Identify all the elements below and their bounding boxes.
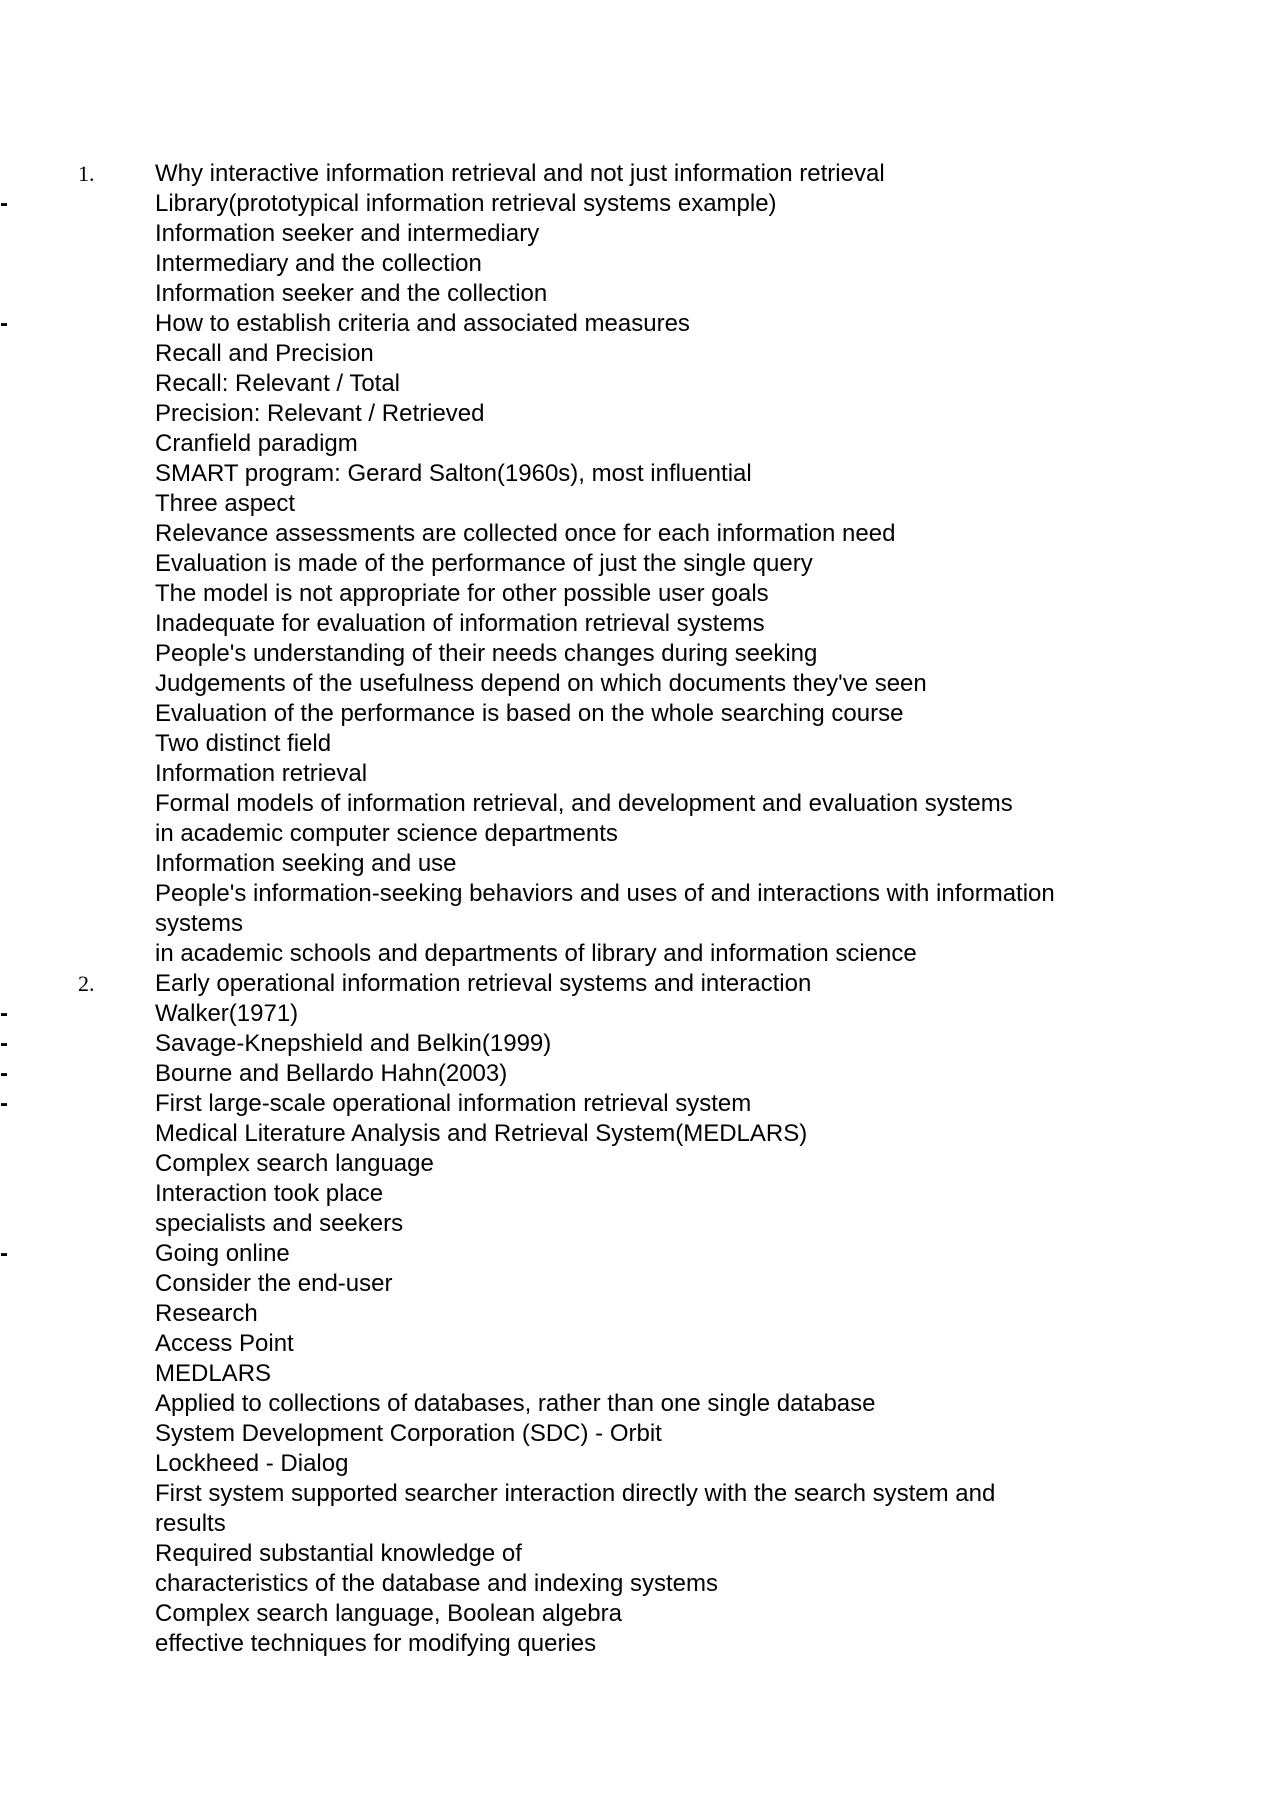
line-text: Formal models of information retrieval, and development and evaluation systems	[155, 790, 1013, 817]
line-text: Judgements of the usefulness depend on which documents they've seen	[155, 670, 927, 697]
line-text: First large-scale operational information retrieval system	[155, 1090, 752, 1117]
document-line	[0, 1419, 1280, 1449]
bullet-dash: -	[0, 1090, 8, 1117]
document-line	[0, 609, 1280, 639]
line-text: Early operational information retrieval systems and interaction	[155, 970, 812, 997]
line-text: in academic computer science departments	[155, 820, 618, 847]
bullet-dash: -	[0, 1240, 8, 1267]
list-number: 1.	[78, 161, 95, 186]
document-line	[0, 1119, 1280, 1149]
document-line	[0, 1329, 1280, 1359]
document-line	[0, 1629, 1280, 1659]
line-text: The model is not appropriate for other possible user goals	[155, 580, 769, 607]
document-line	[0, 1269, 1280, 1299]
line-text: People's information-seeking behaviors and uses of and interactions with information	[155, 880, 1055, 907]
line-text: Consider the end-user	[155, 1270, 393, 1297]
line-text: Bourne and Bellardo Hahn(2003)	[155, 1060, 508, 1087]
line-text: Applied to collections of databases, rather than one single database	[155, 1390, 876, 1417]
document-line	[0, 1179, 1280, 1209]
document-line	[0, 279, 1280, 309]
document-line	[0, 939, 1280, 969]
document-line	[0, 249, 1280, 279]
document-line	[0, 1569, 1280, 1599]
bullet-dash: -	[0, 1060, 8, 1087]
line-text: Recall and Precision	[155, 340, 374, 367]
line-text: results	[155, 1510, 226, 1537]
line-text: Going online	[155, 1240, 290, 1267]
line-text: Research	[155, 1300, 258, 1327]
line-text: How to establish criteria and associated measures	[155, 310, 690, 337]
document-line	[0, 579, 1280, 609]
line-text: Information seeker and intermediary	[155, 220, 540, 247]
document-line	[0, 189, 1280, 219]
document-line	[0, 489, 1280, 519]
document-line	[0, 879, 1280, 909]
line-text: Recall: Relevant / Total	[155, 370, 401, 397]
document-line	[0, 1239, 1280, 1269]
document-line	[0, 219, 1280, 249]
line-text: Lockheed - Dialog	[155, 1450, 349, 1477]
line-text: Savage-Knepshield and Belkin(1999)	[155, 1030, 552, 1057]
document-line	[0, 759, 1280, 789]
line-text: Cranfield paradigm	[155, 430, 358, 457]
document-line	[0, 789, 1280, 819]
document-line	[0, 1509, 1280, 1539]
line-text: in academic schools and departments of library and information science	[155, 940, 917, 967]
document-line	[0, 729, 1280, 759]
document-line	[0, 999, 1280, 1029]
line-text: Information seeking and use	[155, 850, 457, 877]
document-line	[0, 1299, 1280, 1329]
line-text: Precision: Relevant / Retrieved	[155, 400, 485, 427]
line-text: Complex search language, Boolean algebra	[155, 1600, 622, 1627]
document-line	[0, 849, 1280, 879]
document-line	[0, 519, 1280, 549]
line-text: Library(prototypical information retrieval systems example)	[155, 190, 777, 217]
line-text: Information retrieval	[155, 760, 368, 787]
line-text: specialists and seekers	[155, 1210, 404, 1237]
line-text: systems	[155, 910, 244, 937]
line-text: Intermediary and the collection	[155, 250, 482, 277]
line-text: characteristics of the database and indexing systems	[155, 1570, 718, 1597]
document-line	[0, 1359, 1280, 1389]
line-text: Medical Literature Analysis and Retrieval System(MEDLARS)	[155, 1120, 808, 1147]
line-text: MEDLARS	[155, 1360, 272, 1387]
document-line	[0, 1149, 1280, 1179]
bullet-dash: -	[0, 1000, 8, 1027]
document-line	[0, 639, 1280, 669]
document-body	[0, 159, 1280, 1659]
document-line	[0, 1029, 1280, 1059]
line-text: Information seeker and the collection	[155, 280, 548, 307]
line-text: Two distinct field	[155, 730, 332, 757]
document-line	[0, 369, 1280, 399]
document-line	[0, 969, 1280, 999]
list-number: 2.	[78, 971, 95, 996]
document-line	[0, 1449, 1280, 1479]
document-line	[0, 1059, 1280, 1089]
line-text: Evaluation of the performance is based on the whole searching course	[155, 700, 904, 727]
document-line	[0, 429, 1280, 459]
line-text: Required substantial knowledge of	[155, 1540, 522, 1567]
document-line	[0, 1389, 1280, 1419]
line-text: People's understanding of their needs changes during seeking	[155, 640, 818, 667]
line-text: First system supported searcher interaction directly with the search system and	[155, 1480, 996, 1507]
document-line	[0, 909, 1280, 939]
document-line	[0, 669, 1280, 699]
bullet-dash: -	[0, 1030, 8, 1057]
document-line	[0, 549, 1280, 579]
document-line	[0, 699, 1280, 729]
line-text: Evaluation is made of the performance of just the single query	[155, 550, 813, 577]
line-text: SMART program: Gerard Salton(1960s), most influential	[155, 460, 752, 487]
line-text: Access Point	[155, 1330, 294, 1357]
line-text: Walker(1971)	[155, 1000, 299, 1027]
line-text: Complex search language	[155, 1150, 434, 1177]
line-text: Three aspect	[155, 490, 296, 517]
line-text: Interaction took place	[155, 1180, 384, 1207]
line-text: Relevance assessments are collected once for each information need	[155, 520, 896, 547]
bullet-dash: -	[0, 310, 8, 337]
document-line	[0, 339, 1280, 369]
line-text: Inadequate for evaluation of information retrieval systems	[155, 610, 765, 637]
line-text: System Development Corporation (SDC) - Orbit	[155, 1420, 662, 1447]
line-text: Why interactive information retrieval and not just information retrieval	[155, 160, 885, 187]
document-line	[0, 1479, 1280, 1509]
document-line	[0, 819, 1280, 849]
document-line	[0, 459, 1280, 489]
document-line	[0, 399, 1280, 429]
document-line	[0, 1599, 1280, 1629]
document-line	[0, 159, 1280, 189]
document-line	[0, 1089, 1280, 1119]
bullet-dash: -	[0, 190, 8, 217]
document-line	[0, 309, 1280, 339]
document-line	[0, 1209, 1280, 1239]
document-line	[0, 1539, 1280, 1569]
line-text: effective techniques for modifying queries	[155, 1630, 597, 1657]
